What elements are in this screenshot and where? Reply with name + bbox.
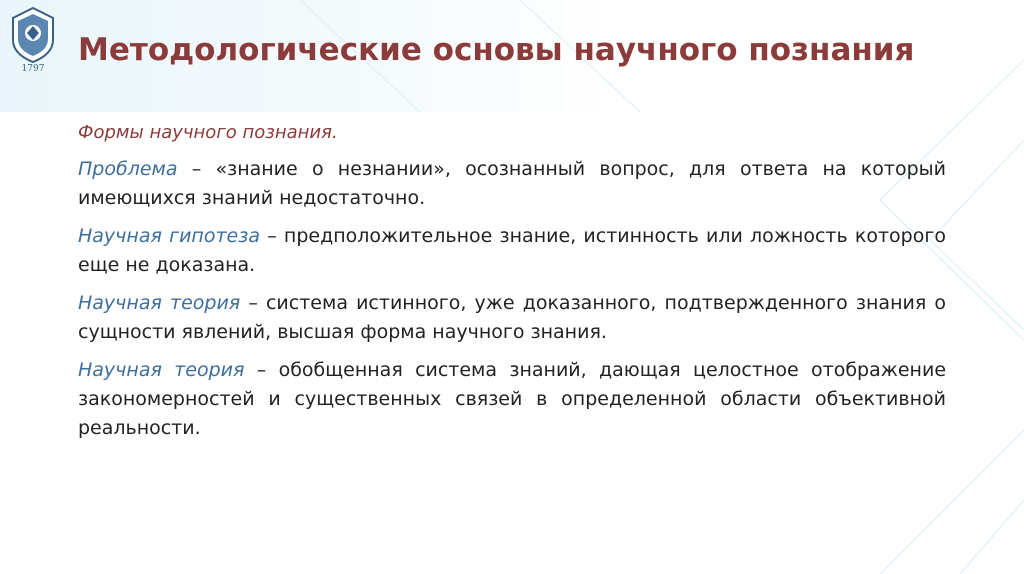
definition-text: – обобщенная система знаний, дающая целостное отображение закономерностей и существенных связей в определенной области объективной реальности. [78, 359, 947, 439]
definition-text: – система истинного, уже доказанного, подтвержденного знания о сущности явлений, высшая форма научного знания. [78, 292, 947, 343]
logo-year: 1797 [21, 64, 45, 74]
definition-text: – «знание о незнании», осознанный вопрос, для ответа на который имеющихся знаний недостаточно. [78, 158, 946, 209]
definition-text: – предположительное знание, истинность или ложность которого еще не доказана. [78, 225, 946, 276]
definition-problem [78, 155, 946, 213]
term-theory: Научная теория [78, 359, 245, 381]
term-hypothesis: Научная гипотеза [78, 225, 260, 247]
definition-theory-1 [78, 289, 946, 347]
definition-hypothesis [78, 222, 946, 280]
term-theory: Научная теория [78, 292, 241, 314]
section-heading: Формы научного познания. [78, 122, 338, 143]
slide-content [78, 118, 946, 452]
definition-theory-2 [78, 356, 946, 443]
page-title: Методологические основы научного познания [78, 32, 915, 68]
university-logo [8, 6, 58, 78]
term-problem: Проблема [78, 158, 178, 180]
